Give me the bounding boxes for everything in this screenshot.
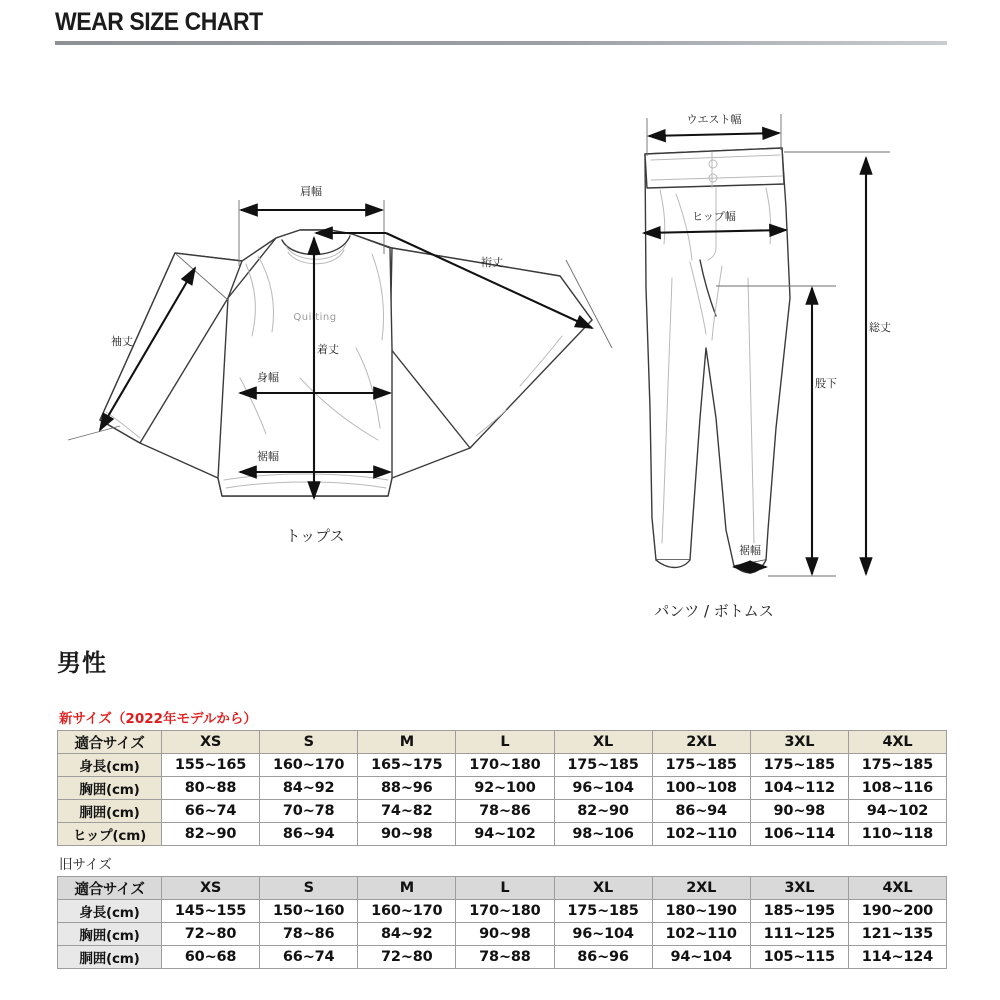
table-cell: 84~92 [358,923,456,946]
table-cell: 100~108 [652,777,750,800]
table-cell: 185~195 [750,900,848,923]
column-header: XS [162,731,260,754]
row-header: 胴囲(cm) [58,946,162,969]
tops-body-width-label: 身幅 [257,371,279,384]
tops-caption: トップス [285,527,345,545]
table-cell: 66~74 [162,800,260,823]
bottoms-illustration [644,112,891,620]
table-cell: 84~92 [260,777,358,800]
old-size-table-head [58,877,947,900]
table-cell: 160~170 [358,900,456,923]
table-cell: 72~80 [162,923,260,946]
table-cell: 111~125 [750,923,848,946]
table-row [58,777,947,800]
table-cell: 72~80 [358,946,456,969]
column-header: 適合サイズ [58,877,162,900]
table-cell: 175~185 [750,754,848,777]
tops-illustration [68,184,612,545]
bottoms-total-length-label: 総丈 [869,321,891,334]
column-header: 3XL [750,877,848,900]
table-cell: 102~110 [652,823,750,846]
new-size-table [57,730,947,846]
table-cell: 90~98 [456,923,554,946]
row-header: 胸囲(cm) [58,777,162,800]
table-cell: 94~104 [652,946,750,969]
column-header: 4XL [848,877,946,900]
table-cell: 180~190 [652,900,750,923]
tops-yuki-length-label: 裄丈 [481,256,503,269]
new-size-table-caption: 新サイズ（2022年モデルから） [59,711,257,727]
row-header: ヒップ(cm) [58,823,162,846]
column-header: S [260,731,358,754]
column-header: 適合サイズ [58,731,162,754]
table-cell: 175~185 [848,754,946,777]
column-header: XL [554,731,652,754]
table-cell: 60~68 [162,946,260,969]
table-cell: 88~96 [358,777,456,800]
old-size-table-body [58,900,947,969]
tops-hem-width-label: 裾幅 [257,450,279,463]
table-cell: 170~180 [456,900,554,923]
table-cell: 78~88 [456,946,554,969]
row-header: 身長(cm) [58,754,162,777]
tops-sleeve-length-label: 袖丈 [111,335,133,348]
column-header: L [456,877,554,900]
column-header: 2XL [652,731,750,754]
table-cell: 175~185 [554,754,652,777]
table-cell: 86~94 [652,800,750,823]
column-header: 4XL [848,731,946,754]
new-size-table-body [58,754,947,846]
bottoms-inseam-label: 股下 [815,377,837,390]
new-size-table-head [58,731,947,754]
column-header: S [260,877,358,900]
column-header: M [358,877,456,900]
bottoms-caption: パンツ / ボトムス [654,602,774,620]
table-cell: 86~94 [260,823,358,846]
table-cell: 114~124 [848,946,946,969]
table-cell: 106~114 [750,823,848,846]
row-header: 胸囲(cm) [58,923,162,946]
column-header: XS [162,877,260,900]
table-cell: 78~86 [260,923,358,946]
table-cell: 104~112 [750,777,848,800]
table-row [58,823,947,846]
new-size-table-block [57,707,947,846]
table-header-row [58,731,947,754]
tops-shoulder-width-label: 肩幅 [300,185,322,198]
table-cell: 102~110 [652,923,750,946]
page-header [0,0,1000,48]
table-row [58,800,947,823]
table-cell: 145~155 [162,900,260,923]
column-header: M [358,731,456,754]
measurement-diagrams [0,48,1000,623]
table-cell: 70~78 [260,800,358,823]
bottoms-hem-width-label: 裾幅 [739,544,761,557]
old-size-table-caption: 旧サイズ [59,857,112,873]
table-cell: 175~185 [652,754,750,777]
table-cell: 110~118 [848,823,946,846]
table-cell: 96~104 [554,777,652,800]
column-header: L [456,731,554,754]
table-cell: 66~74 [260,946,358,969]
table-cell: 94~102 [848,800,946,823]
table-cell: 160~170 [260,754,358,777]
table-cell: 90~98 [750,800,848,823]
bottoms-hip-width-label: ヒップ幅 [692,210,736,223]
table-header-row [58,877,947,900]
table-cell: 155~165 [162,754,260,777]
table-row [58,754,947,777]
table-cell: 165~175 [358,754,456,777]
table-cell: 170~180 [456,754,554,777]
row-header: 身長(cm) [58,900,162,923]
table-cell: 190~200 [848,900,946,923]
column-header: 2XL [652,877,750,900]
table-cell: 80~88 [162,777,260,800]
table-cell: 92~100 [456,777,554,800]
old-size-table-block [57,853,947,969]
column-header: XL [554,877,652,900]
diagram-canvas [0,48,1000,623]
column-header: 3XL [750,731,848,754]
table-cell: 86~96 [554,946,652,969]
header-divider [55,41,947,45]
table-cell: 96~104 [554,923,652,946]
table-cell: 94~102 [456,823,554,846]
page-title: WEAR SIZE CHART [55,8,263,36]
old-size-table [57,876,947,969]
row-header: 胴囲(cm) [58,800,162,823]
table-cell: 98~106 [554,823,652,846]
bottoms-waist-width-label: ウエスト幅 [686,113,742,126]
tops-brand-text: Quilting [293,312,337,323]
table-cell: 90~98 [358,823,456,846]
table-cell: 82~90 [162,823,260,846]
table-row [58,946,947,969]
section-heading-male: 男性 [57,649,107,677]
table-cell: 150~160 [260,900,358,923]
table-cell: 82~90 [554,800,652,823]
table-cell: 121~135 [848,923,946,946]
table-cell: 108~116 [848,777,946,800]
table-cell: 74~82 [358,800,456,823]
table-cell: 105~115 [750,946,848,969]
table-row [58,900,947,923]
table-cell: 175~185 [554,900,652,923]
table-row [58,923,947,946]
tops-body-length-label: 着丈 [317,343,339,356]
table-cell: 78~86 [456,800,554,823]
